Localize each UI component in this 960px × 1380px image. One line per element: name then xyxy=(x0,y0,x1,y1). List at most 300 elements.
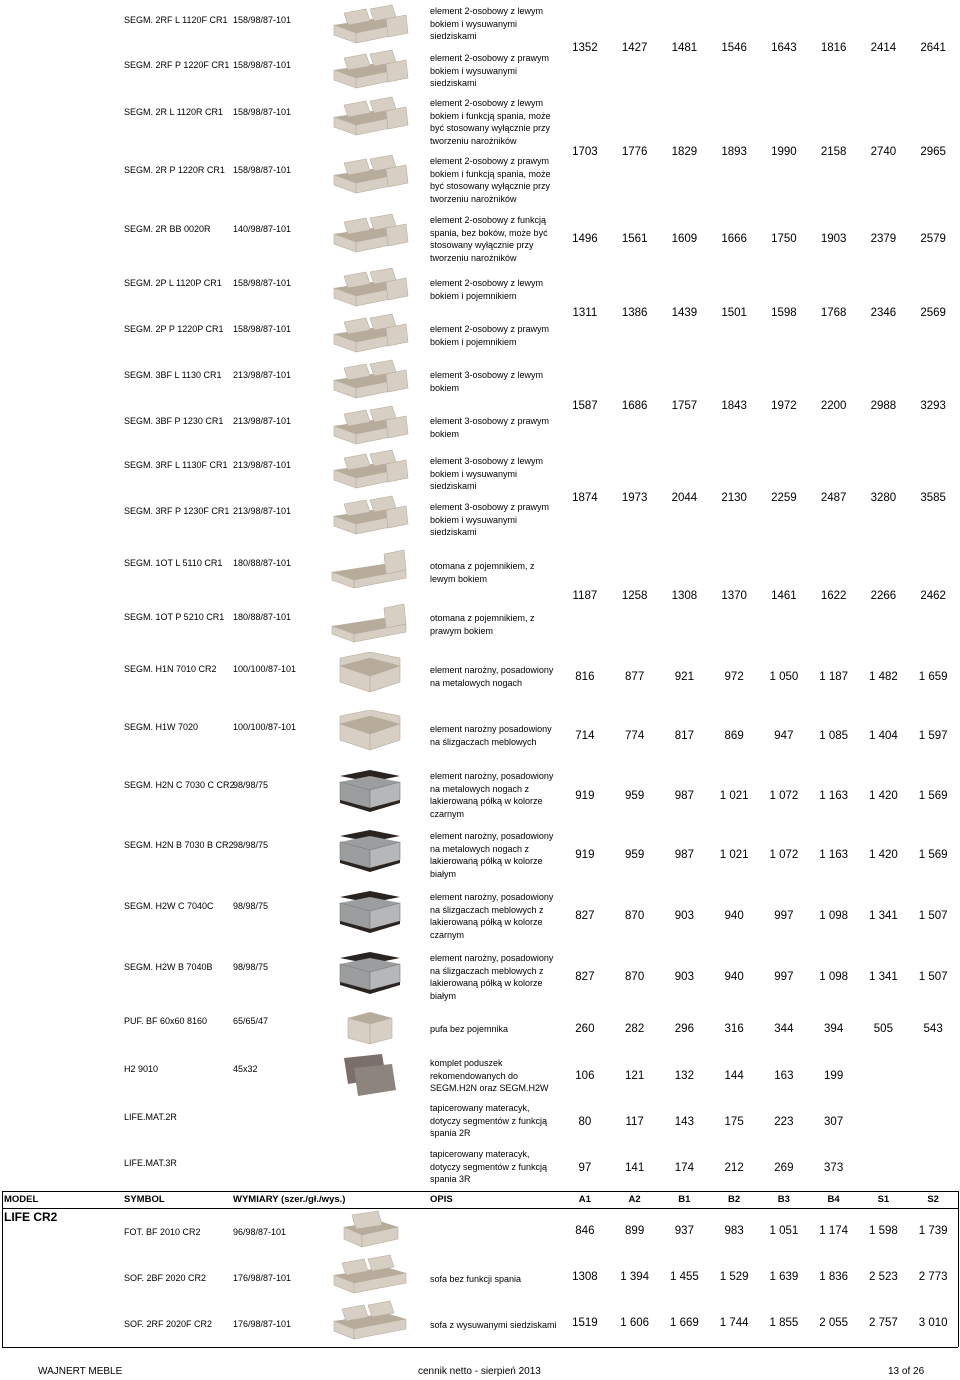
price-cell: 1 050 xyxy=(769,671,799,683)
price-cell: 97 xyxy=(578,1162,592,1174)
price-cell: 1874 xyxy=(572,492,598,504)
price-cell: 1893 xyxy=(721,146,747,158)
price-cell: 1 455 xyxy=(669,1271,699,1283)
sofa-module-icon xyxy=(326,153,412,199)
product-dimensions: 98/98/75 xyxy=(233,962,269,972)
price-cell: 1 598 xyxy=(868,1225,898,1237)
price-cell: 2740 xyxy=(870,146,897,158)
corner-shelf-icon xyxy=(326,828,412,874)
price-cell: 1843 xyxy=(721,400,747,412)
product-dimensions: 213/98/87-101 xyxy=(233,460,292,470)
price-cell: 282 xyxy=(625,1023,645,1035)
product-code: SEGM. H1W 7020 xyxy=(124,722,199,732)
price-cell xyxy=(859,1070,909,1082)
footer-title: cennik netto - sierpień 2013 xyxy=(418,1366,541,1377)
product-code: SEGM. 2P P 1220P CR1 xyxy=(124,324,224,334)
price-cell: 1439 xyxy=(671,307,698,319)
price-cell: 903 xyxy=(674,910,694,922)
price-row xyxy=(560,42,958,54)
price-cell: 1308 xyxy=(572,1271,598,1283)
table-bottom-line xyxy=(2,1347,958,1348)
sofa-module-icon xyxy=(326,48,412,94)
ottoman-icon xyxy=(326,600,412,646)
price-cell: 1643 xyxy=(771,42,797,54)
price-cell: 2130 xyxy=(721,492,747,504)
product-code: SEGM. H2N B 7030 B CR2 xyxy=(124,840,234,850)
product-description: element narożny, posadowiony na ślizgaczach meblowych z lakierowaną półką w kolorze białym xyxy=(430,953,554,1001)
price-cell: 174 xyxy=(674,1162,694,1174)
price-row xyxy=(560,400,958,412)
price-cell: 947 xyxy=(774,730,794,742)
price-cell: 870 xyxy=(625,971,645,983)
price-row xyxy=(560,1271,958,1283)
footer-page: 13 of 26 xyxy=(888,1366,925,1377)
product-dimensions: 213/98/87-101 xyxy=(233,506,292,516)
price-cell: 1 021 xyxy=(719,790,749,802)
price-cell: 3293 xyxy=(920,400,946,412)
header-col-b1: B1 xyxy=(678,1194,691,1205)
sofa-module-icon xyxy=(326,312,412,358)
price-cell: 940 xyxy=(724,910,744,922)
price-row xyxy=(560,1023,958,1035)
price-row xyxy=(560,971,958,983)
price-cell: 1427 xyxy=(621,42,648,54)
price-cell: 175 xyxy=(724,1116,744,1128)
price-cell: 987 xyxy=(674,849,694,861)
price-cell: 870 xyxy=(625,910,645,922)
price-cell: 1481 xyxy=(671,42,698,54)
price-row xyxy=(560,233,958,245)
price-cell: 1352 xyxy=(572,42,598,54)
price-cell: 1 597 xyxy=(918,730,948,742)
product-code: SEGM. 3RF P 1230F CR1 xyxy=(124,506,230,516)
header-model: MODEL xyxy=(4,1194,39,1205)
price-cell: 1519 xyxy=(572,1317,598,1329)
price-cell: 1816 xyxy=(820,42,847,54)
product-description: element 2-osobowy z prawym bokiem i pojemnikiem xyxy=(430,324,550,347)
product-description: element 3-osobowy z lewym bokiem xyxy=(430,370,544,393)
price-cell: 1686 xyxy=(621,400,648,412)
price-cell: 3 010 xyxy=(918,1317,948,1329)
price-cell: 1 739 xyxy=(918,1225,948,1237)
product-code: SEGM. 2RF P 1220F CR1 xyxy=(124,60,230,70)
price-cell xyxy=(859,1116,909,1128)
product-description: komplet poduszek rekomendowanych do SEGM.H2N oraz SEGM.H2W xyxy=(430,1058,549,1093)
product-code: H2 9010 xyxy=(124,1064,159,1074)
product-dimensions: 158/98/87-101 xyxy=(233,60,292,70)
product-dimensions: 100/100/87-101 xyxy=(233,664,297,674)
product-code: SEGM. H2W B 7040B xyxy=(124,962,213,972)
product-code: SEGM. 3BF L 1130 CR1 xyxy=(124,370,222,380)
price-cell: 1 606 xyxy=(620,1317,650,1329)
product-dimensions: 98/98/75 xyxy=(233,901,269,911)
price-row xyxy=(560,730,958,742)
corner-element-icon xyxy=(326,710,412,756)
product-dimensions: 213/98/87-101 xyxy=(233,370,292,380)
price-cell: 144 xyxy=(724,1070,744,1082)
sofa-module-icon xyxy=(326,358,412,404)
corner-shelf-icon xyxy=(326,768,412,814)
product-dimensions: 158/98/87-101 xyxy=(233,165,292,175)
product-dimensions: 98/98/75 xyxy=(233,840,269,850)
price-cell: 1 021 xyxy=(719,849,749,861)
price-cell: 1903 xyxy=(820,233,847,245)
header-dimensions: WYMIARY (szer./gł./wys.) xyxy=(233,1194,346,1205)
product-dimensions: 180/88/87-101 xyxy=(233,558,292,568)
price-cell xyxy=(908,1116,958,1128)
product-code: SEGM. 1OT L 5110 CR1 xyxy=(124,558,223,568)
price-cell: 117 xyxy=(625,1116,644,1128)
product-dimensions: 213/98/87-101 xyxy=(233,416,292,426)
price-cell: 1308 xyxy=(671,590,698,602)
product-description: element 2-osobowy z lewym bokiem i pojemnikiem xyxy=(430,278,544,301)
price-cell: 1546 xyxy=(721,42,747,54)
product-description: element narożny, posadowiony na metalowych nogach z lakierowaną półką w kolorze czarnym xyxy=(430,771,554,819)
product-description: element 3-osobowy z prawym bokiem xyxy=(430,416,550,439)
product-code: SEGM. 2R P 1220R CR1 xyxy=(124,165,225,175)
price-cell: 2 523 xyxy=(868,1271,898,1283)
price-cell: 1 639 xyxy=(769,1271,799,1283)
header-description: OPIS xyxy=(430,1194,453,1205)
price-cell: 1 098 xyxy=(819,971,849,983)
product-description: element 2-osobowy z lewym bokiem i funkcją spania, może być stosowany wyłącznie przy tworzeniu narożników xyxy=(430,98,551,146)
sofa-module-icon xyxy=(326,3,412,49)
price-cell: 296 xyxy=(674,1023,694,1035)
product-description: pufa bez pojemnika xyxy=(430,1024,509,1034)
price-cell: 1258 xyxy=(621,590,648,602)
price-cell: 1 569 xyxy=(918,790,948,802)
price-row xyxy=(560,307,958,319)
product-dimensions: 180/88/87-101 xyxy=(233,612,292,622)
sofa-module-icon xyxy=(326,212,412,258)
product-code: PUF. BF 60x60 8160 xyxy=(124,1016,208,1026)
price-cell: 2 773 xyxy=(918,1271,948,1283)
product-description: element 2-osobowy z lewym bokiem i wysuwanymi siedziskami xyxy=(430,6,544,41)
price-cell: 1 569 xyxy=(918,849,948,861)
price-cell: 1187 xyxy=(572,590,598,602)
price-cell xyxy=(908,1162,958,1174)
price-cell: 2487 xyxy=(820,492,847,504)
product-description: otomana z pojemnikiem, z lewym bokiem xyxy=(430,561,535,584)
price-cell: 80 xyxy=(578,1116,592,1128)
price-cell: 1 072 xyxy=(769,849,799,861)
price-cell xyxy=(859,1162,909,1174)
price-cell: 373 xyxy=(824,1162,844,1174)
price-cell: 163 xyxy=(774,1070,794,1082)
header-col-b2: B2 xyxy=(728,1194,741,1205)
footer-company: WAJNERT MEBLE xyxy=(38,1366,123,1377)
product-description: element 2-osobowy z prawym bokiem i wysuwanymi siedziskami xyxy=(430,53,550,88)
product-code: SEGM. 2RF L 1120F CR1 xyxy=(124,15,228,25)
product-description: element 2-osobowy z prawym bokiem i funkcją spania, może być stosowany wyłącznie przy tworzeniu narożników xyxy=(430,156,551,204)
price-cell: 307 xyxy=(824,1116,844,1128)
product-code: SOF. 2BF 2020 CR2 xyxy=(124,1273,207,1283)
price-cell: 2 757 xyxy=(868,1317,898,1329)
price-cell: 260 xyxy=(575,1023,595,1035)
price-row xyxy=(560,1317,958,1329)
price-cell: 1768 xyxy=(820,307,847,319)
product-description: element 2-osobowy z funkcją spania, bez boków, może być stosowany wyłącznie przy tworzeniu narożników xyxy=(430,215,548,263)
header-col-s1: S1 xyxy=(877,1194,890,1205)
price-cell: 921 xyxy=(674,671,694,683)
price-cell: 2579 xyxy=(920,233,946,245)
price-cell: 774 xyxy=(625,730,645,742)
price-cell: 1 659 xyxy=(918,671,948,683)
price-cell: 1386 xyxy=(621,307,648,319)
price-cell: 817 xyxy=(674,730,694,742)
price-cell: 2379 xyxy=(870,233,897,245)
price-cell: 543 xyxy=(923,1023,943,1035)
price-cell: 1666 xyxy=(721,233,747,245)
product-code: SEGM. H2N C 7030 C CR2 xyxy=(124,780,235,790)
header-col-b4: B4 xyxy=(827,1194,840,1205)
price-cell: 1757 xyxy=(671,400,698,412)
price-cell xyxy=(908,1070,958,1082)
price-cell: 714 xyxy=(575,730,595,742)
corner-element-icon xyxy=(326,652,412,698)
header-top-line xyxy=(2,1191,958,1192)
price-cell: 3585 xyxy=(920,492,946,504)
price-cell: 1776 xyxy=(621,146,648,158)
product-description: element narożny posadowiony na ślizgaczach meblowych xyxy=(430,724,552,747)
product-description: element narożny, posadowiony na ślizgaczach meblowych z lakierowaną półką w kolorze czarnym xyxy=(430,892,554,940)
product-dimensions: 98/98/75 xyxy=(233,780,269,790)
price-cell: 143 xyxy=(674,1116,694,1128)
product-description: otomana z pojemnikiem, z prawym bokiem xyxy=(430,613,535,636)
price-cell: 1 341 xyxy=(868,971,898,983)
header-col-a2: A2 xyxy=(628,1194,641,1205)
product-code: SEGM. 2R L 1120R CR1 xyxy=(124,107,224,117)
price-row xyxy=(560,790,958,802)
price-cell: 1 529 xyxy=(719,1271,749,1283)
price-cell: 344 xyxy=(774,1023,794,1035)
sofa-module-icon xyxy=(326,266,412,312)
price-cell: 2158 xyxy=(820,146,847,158)
sofa-icon xyxy=(326,1299,412,1345)
price-cell: 1 163 xyxy=(819,790,849,802)
product-dimensions: 176/98/87-101 xyxy=(233,1273,292,1283)
price-cell: 1 341 xyxy=(868,910,898,922)
price-cell: 2988 xyxy=(870,400,897,412)
price-cell: 899 xyxy=(625,1225,645,1237)
price-cell: 121 xyxy=(625,1070,645,1082)
sofa-module-icon xyxy=(326,404,412,450)
sofa-icon xyxy=(326,1253,412,1299)
price-cell: 1829 xyxy=(671,146,698,158)
corner-shelf-icon xyxy=(326,950,412,996)
price-cell: 1 174 xyxy=(819,1225,849,1237)
product-dimensions: 45x32 xyxy=(233,1064,258,1074)
product-code: SEGM. 3RF L 1130F CR1 xyxy=(124,460,228,470)
price-cell: 394 xyxy=(824,1023,844,1035)
price-cell: 2965 xyxy=(920,146,946,158)
price-cell: 1501 xyxy=(721,307,747,319)
price-cell: 1 072 xyxy=(769,790,799,802)
product-code: LIFE.MAT.3R xyxy=(124,1158,177,1168)
price-cell: 919 xyxy=(575,790,595,802)
model-name: LIFE CR2 xyxy=(4,1210,58,1224)
product-code: SEGM. H2W C 7040C xyxy=(124,901,214,911)
price-cell: 1 187 xyxy=(819,671,849,683)
price-cell: 972 xyxy=(724,671,744,683)
product-description: element narożny, posadowiony na metalowych nogach xyxy=(430,665,554,688)
product-description: tapicerowany materacyk, dotyczy segmentów z funkcją spania 2R xyxy=(430,1103,548,1138)
price-cell: 1 051 xyxy=(769,1225,799,1237)
ottoman-icon xyxy=(326,546,412,592)
price-row xyxy=(560,910,958,922)
price-cell: 2200 xyxy=(820,400,847,412)
price-row xyxy=(560,146,958,158)
price-cell: 1609 xyxy=(671,233,698,245)
price-cell: 1587 xyxy=(572,400,598,412)
product-code: SEGM. H1N 7010 CR2 xyxy=(124,664,217,674)
right-border xyxy=(958,1191,959,1347)
price-cell: 959 xyxy=(625,790,645,802)
price-cell: 1598 xyxy=(771,307,797,319)
price-cell: 869 xyxy=(724,730,744,742)
product-code: SEGM. 3BF P 1230 CR1 xyxy=(124,416,224,426)
price-cell: 132 xyxy=(674,1070,694,1082)
price-cell: 1 394 xyxy=(620,1271,650,1283)
price-cell: 1 507 xyxy=(918,910,948,922)
product-dimensions: 158/98/87-101 xyxy=(233,324,292,334)
product-description: tapicerowany materacyk, dotyczy segmentów z funkcją spania 3R xyxy=(430,1149,548,1184)
header-col-b3: B3 xyxy=(777,1194,790,1205)
price-cell: 2044 xyxy=(671,492,698,504)
armchair-icon xyxy=(326,1207,412,1253)
price-cell: 1973 xyxy=(621,492,648,504)
pouf-icon xyxy=(326,1004,412,1050)
price-cell: 1750 xyxy=(771,233,797,245)
price-cell: 1622 xyxy=(820,590,847,602)
price-cell: 1496 xyxy=(572,233,598,245)
price-row xyxy=(560,849,958,861)
corner-shelf-icon xyxy=(326,889,412,935)
product-dimensions: 96/98/87-101 xyxy=(233,1227,287,1237)
price-row xyxy=(560,1070,958,1082)
price-cell: 983 xyxy=(724,1225,744,1237)
price-cell: 269 xyxy=(774,1162,794,1174)
price-cell: 959 xyxy=(625,849,645,861)
sofa-module-icon xyxy=(326,494,412,540)
product-code: SOF. 2RF 2020F CR2 xyxy=(124,1319,213,1329)
price-cell: 2346 xyxy=(870,307,897,319)
price-cell: 2641 xyxy=(920,42,946,54)
product-dimensions: 158/98/87-101 xyxy=(233,278,292,288)
product-code: SEGM. 2P L 1120P CR1 xyxy=(124,278,222,288)
product-code: LIFE.MAT.2R xyxy=(124,1112,177,1122)
price-cell: 1 744 xyxy=(719,1317,749,1329)
price-cell: 1 163 xyxy=(819,849,849,861)
price-cell: 2259 xyxy=(771,492,797,504)
price-cell: 877 xyxy=(625,671,645,683)
price-cell: 1 420 xyxy=(868,849,898,861)
price-cell: 1 420 xyxy=(868,790,898,802)
product-code: FOT. BF 2010 CR2 xyxy=(124,1227,201,1237)
header-symbol: SYMBOL xyxy=(124,1194,165,1205)
price-cell: 827 xyxy=(575,910,595,922)
price-cell: 141 xyxy=(625,1162,645,1174)
price-cell: 827 xyxy=(575,971,595,983)
price-row xyxy=(560,671,958,683)
product-dimensions: 100/100/87-101 xyxy=(233,722,297,732)
price-cell: 940 xyxy=(724,971,744,983)
price-cell: 919 xyxy=(575,849,595,861)
left-border xyxy=(2,1191,3,1347)
product-dimensions: 65/65/47 xyxy=(233,1016,269,1026)
sofa-module-icon xyxy=(326,95,412,141)
price-cell: 816 xyxy=(575,671,595,683)
price-row xyxy=(560,492,958,504)
price-row xyxy=(560,1162,958,1174)
price-cell: 2462 xyxy=(920,590,946,602)
price-cell: 1311 xyxy=(572,307,598,319)
header-col-a1: A1 xyxy=(578,1194,591,1205)
price-cell: 903 xyxy=(674,971,694,983)
price-cell: 1972 xyxy=(771,400,797,412)
price-cell: 997 xyxy=(774,971,794,983)
price-cell: 223 xyxy=(774,1116,794,1128)
product-dimensions: 158/98/87-101 xyxy=(233,15,292,25)
price-cell: 987 xyxy=(674,790,694,802)
product-description: sofa bez funkcji spania xyxy=(430,1274,522,1284)
price-cell: 1461 xyxy=(771,590,797,602)
product-description: element 3-osobowy z prawym bokiem i wysuwanymi siedziskami xyxy=(430,502,550,537)
product-description: element 3-osobowy z lewym bokiem i wysuwanymi siedziskami xyxy=(430,456,544,491)
product-dimensions: 176/98/87-101 xyxy=(233,1319,292,1329)
price-cell: 1 085 xyxy=(819,730,849,742)
price-cell: 937 xyxy=(674,1225,694,1237)
header-col-s2: S2 xyxy=(927,1194,939,1205)
price-cell: 199 xyxy=(824,1070,844,1082)
price-cell: 997 xyxy=(774,910,794,922)
price-cell: 316 xyxy=(724,1023,744,1035)
price-cell: 846 xyxy=(575,1225,595,1237)
price-cell: 2266 xyxy=(870,590,897,602)
product-dimensions: 140/98/87-101 xyxy=(233,224,292,234)
price-cell: 2 055 xyxy=(819,1317,849,1329)
header-price-groups xyxy=(560,1194,958,1205)
price-cell: 1 836 xyxy=(819,1271,849,1283)
price-cell: 2569 xyxy=(920,307,946,319)
price-cell: 1 855 xyxy=(769,1317,799,1329)
cushions-icon xyxy=(326,1052,412,1098)
price-cell: 1370 xyxy=(721,590,747,602)
price-cell: 1561 xyxy=(621,233,648,245)
product-dimensions: 158/98/87-101 xyxy=(233,107,292,117)
sofa-module-icon xyxy=(326,448,412,494)
price-cell: 2414 xyxy=(870,42,897,54)
price-row xyxy=(560,1116,958,1128)
header-bottom-line xyxy=(2,1208,958,1209)
price-cell: 1990 xyxy=(771,146,797,158)
product-description: sofa z wysuwanymi siedziskami xyxy=(430,1320,557,1330)
price-cell: 1 404 xyxy=(868,730,898,742)
price-cell: 1 669 xyxy=(669,1317,699,1329)
price-cell: 3280 xyxy=(870,492,897,504)
product-code: SEGM. 1OT P 5210 CR1 xyxy=(124,612,225,622)
price-cell: 1 098 xyxy=(819,910,849,922)
price-cell: 1703 xyxy=(572,146,598,158)
product-description: element narożny, posadowiony na metalowych nogach z lakierowaną półką w kolorze białym xyxy=(430,831,554,879)
price-cell: 505 xyxy=(873,1023,893,1035)
price-cell: 1 482 xyxy=(868,671,898,683)
price-row xyxy=(560,1225,958,1237)
price-cell: 212 xyxy=(724,1162,744,1174)
product-code: SEGM. 2R BB 0020R xyxy=(124,224,211,234)
price-cell: 106 xyxy=(575,1070,595,1082)
price-row xyxy=(560,590,958,602)
